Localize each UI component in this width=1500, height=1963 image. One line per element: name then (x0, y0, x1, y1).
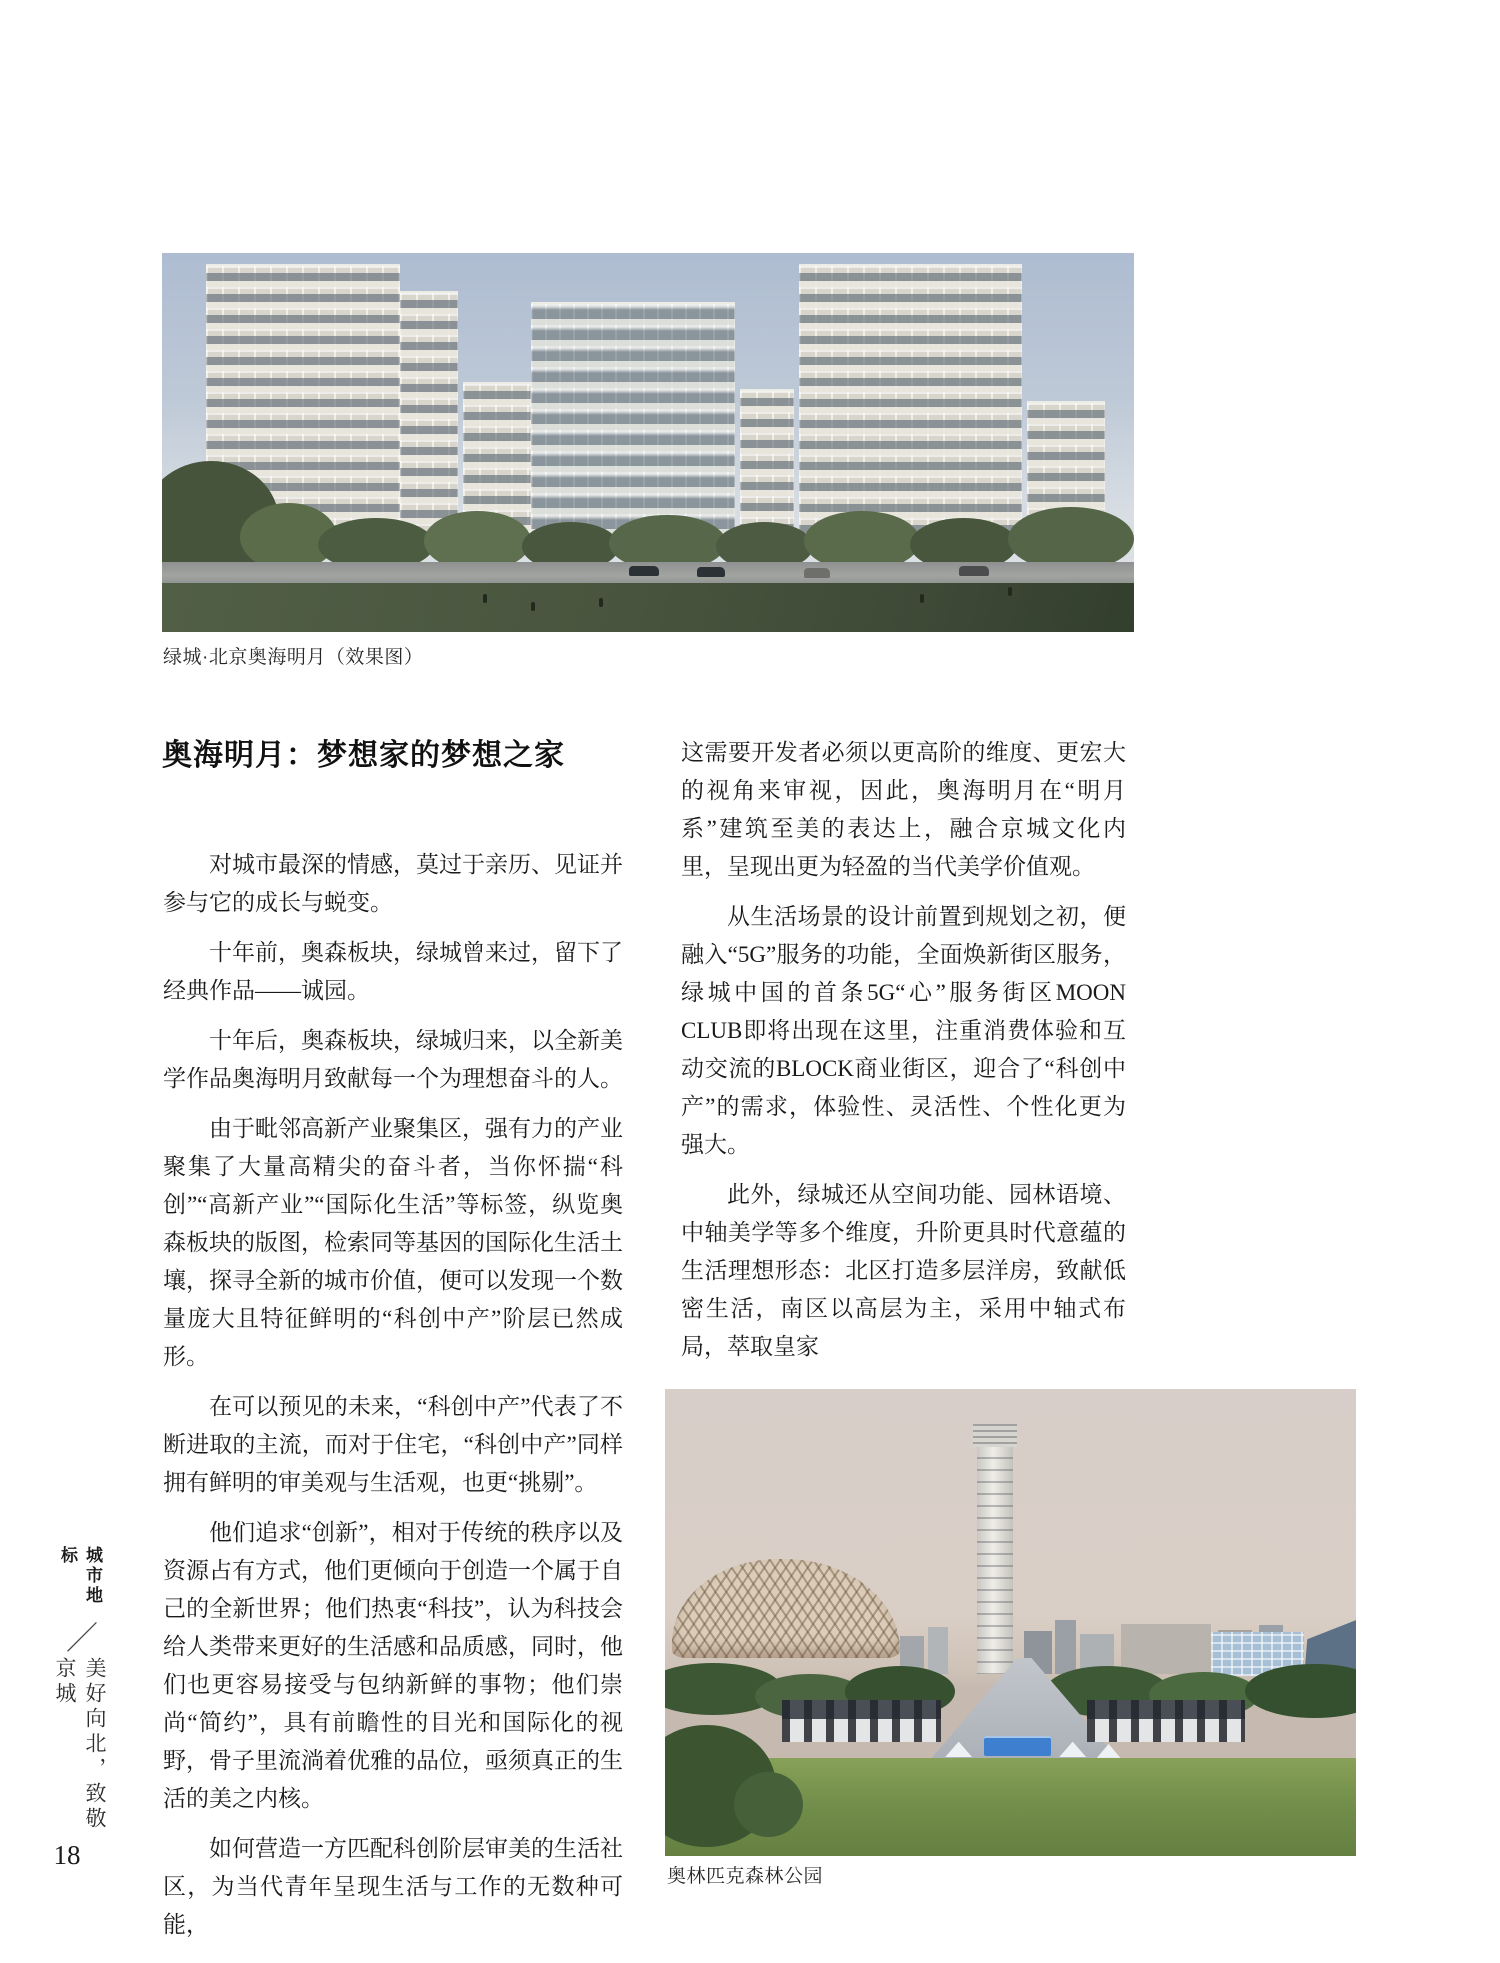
page-number: 18 (53, 1840, 81, 1870)
paragraph: 十年前，奥森板块，绿城曾来过，留下了经典作品——诚园。 (163, 940, 623, 1003)
article-headline: 奥海明月：梦想家的梦想之家 (162, 739, 565, 772)
pavilion-canopy-right (1087, 1700, 1246, 1742)
tree-shape (1245, 1664, 1356, 1718)
sidebar-vertical-text (50, 1546, 110, 1856)
car-shape (804, 568, 830, 578)
paragraph: 如何营造一方匹配科创阶层审美的生活社区，为当代青年呈现生活与工作的无数种可能， (163, 1836, 623, 1937)
sidebar-slash: ／ (62, 1620, 98, 1653)
car-shape (697, 567, 725, 577)
paragraph: 此外，绿城还从空间功能、园林语境、中轴美学等多个维度，升阶更具时代意蕴的生活理想形态：北区打造多层洋房，致献低密生活，南区以高层为主，采用中轴式布局，萃取皇家 (681, 1182, 1126, 1359)
left-column (163, 846, 623, 1944)
car-shape (629, 566, 659, 576)
sidebar-subtitle: 美好向北，致敬京城 (53, 1656, 107, 1832)
paragraph: 在可以预见的未来，“科创中产”代表了不断进取的主流，而对于住宅，“科创中产”同样拥有鲜明的审美观与生活观，也更“挑剔”。 (163, 1394, 623, 1495)
paragraph: 从生活场景的设计前置到规划之初，便融入“5G”服务的功能，全面焕新街区服务，绿城中国的首条5G“心”服务街区MOON CLUB即将出现在这里，注重消费体验和互动交流的BLOCK商业街区，迎合了“科创中产”的需求，体验性、灵活性、个性化更为强大。 (681, 904, 1126, 1157)
park-photo (665, 1389, 1356, 1856)
right-column (681, 734, 1126, 1366)
person-shape (599, 598, 603, 607)
building-block-center (531, 302, 735, 554)
person-shape (1008, 587, 1012, 596)
paragraph: 由于毗邻高新产业聚集区，强有力的产业聚集了大量高精尖的奋斗者，当你怀揣“科创”“高新产业”“国际化生活”等标签，纵览奥森板块的版图，检索同等基因的国际化生活土壤，探寻全新的城市价值，便可以发现一个数量庞大且特征鲜明的“科创中产”阶层已然成形。 (163, 1116, 623, 1369)
olympic-tower-shape (977, 1445, 1013, 1674)
park-caption: 奥林匹克森林公园 (667, 1866, 824, 1887)
blue-stage-gate (984, 1736, 1050, 1757)
sidebar-section-label: 城市地标 (58, 1546, 102, 1606)
paragraph: 他们追求“创新”，相对于传统的秩序以及资源占有方式，他们更倾向于创造一个属于自己的全新世界；他们热衷“科技”，认为科技会给人类带来更好的生活感和品质感，同时，他们也更容易接受与包纳新鲜的事物；他们崇尚“简约”，具有前瞻性的目光和国际化的视野，骨子里流淌着优雅的品位，亟须真正的生活的美之内核。 (163, 1520, 623, 1811)
building-block-right (799, 264, 1023, 554)
foreground-tree-shape (734, 1772, 803, 1837)
lawn (162, 583, 1134, 632)
pavilion-canopy-left (782, 1700, 941, 1742)
paragraph: 对城市最深的情感，莫过于亲历、见证并参与它的成长与蜕变。 (163, 852, 623, 915)
person-shape (531, 602, 535, 611)
hero-caption: 绿城·北京奥海明月（效果图） (163, 647, 424, 668)
paragraph: 十年后，奥森板块，绿城归来，以全新美学作品奥海明月致献每一个为理想奋斗的人。 (163, 1028, 623, 1091)
person-shape (920, 594, 924, 603)
person-shape (483, 594, 487, 603)
hero-photo (162, 253, 1134, 632)
paragraph: 这需要开发者必须以更高阶的维度、更宏大的视角来审视，因此，奥海明月在“明月系”建筑至美的表达上，融合京城文化内里，呈现出更为轻盈的当代美学价值观。 (681, 740, 1126, 879)
car-shape (959, 566, 989, 576)
olympic-tower-crown (973, 1424, 1017, 1447)
